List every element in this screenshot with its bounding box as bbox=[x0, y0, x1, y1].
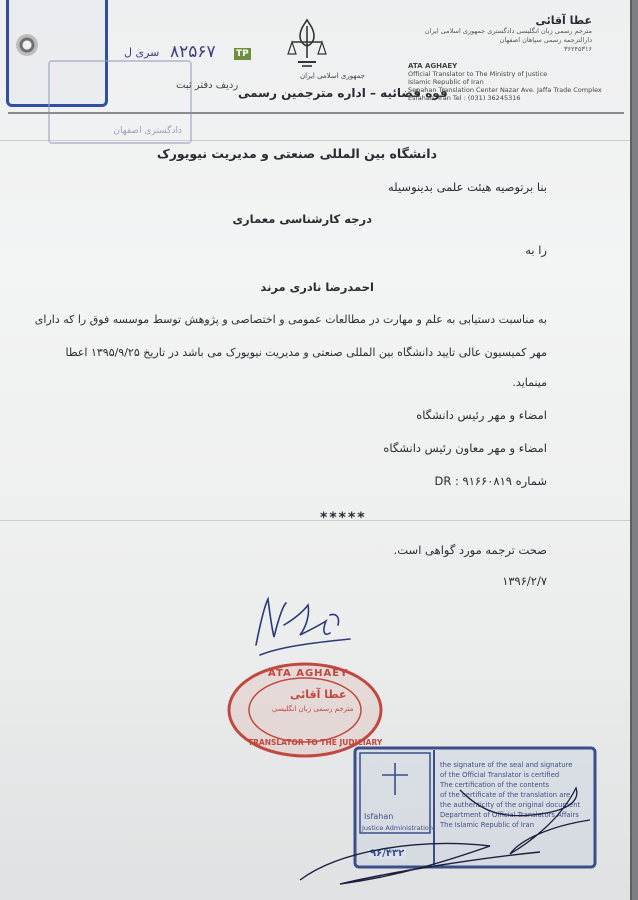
translator-line: Sepahan Translation Center Nazar Ave. Jaffa Trade Complex bbox=[408, 86, 602, 94]
department-title: قوه قضائیه – اداره مترجمین رسمی bbox=[238, 86, 448, 100]
government-caption: جمهوری اسلامی ایران bbox=[300, 72, 365, 80]
fold-line bbox=[0, 520, 632, 521]
to-line: را به bbox=[525, 243, 547, 257]
seal-text-line: the authenticity of the original document bbox=[440, 801, 581, 809]
signature-line-president: امضاء و مهر رئیس دانشگاه bbox=[416, 408, 547, 422]
translator-signature bbox=[250, 585, 360, 665]
stars-separator: ***** bbox=[320, 510, 367, 526]
translator-info-en bbox=[408, 62, 602, 102]
translator-line: ۳۶۲۴۵۳۱۶ bbox=[564, 45, 592, 53]
serial-number: ۸۲۵۶۷ bbox=[170, 42, 216, 62]
seal-text-line: The Islamic Republic of Iran bbox=[440, 821, 535, 829]
stamp-bottom-text: TRANSLATOR TO THE JUDICIARY bbox=[248, 738, 383, 747]
official-signature bbox=[280, 780, 600, 890]
seal-city: Isfahan bbox=[364, 812, 394, 821]
seal-org: Justice Administration bbox=[362, 824, 433, 832]
translator-line: Esfahan, Iran Tel : (031) 36245316 bbox=[408, 94, 521, 102]
faint-court-stamp bbox=[48, 60, 192, 144]
translator-line: Islamic Republic of Iran bbox=[408, 78, 484, 86]
university-title: دانشگاه بین المللی صنعتی و مدیریت نیویورک bbox=[156, 146, 437, 161]
paragraph-line: مهر کمیسیون عالی تایید دانشگاه بین المللی صنعتی و مدیریت نیویورک می باشد در تاریخ ۱۳۹۵/۹/۲۵ اعطا bbox=[65, 346, 547, 359]
seal-text-line: the signature of the seal and signature bbox=[440, 761, 573, 769]
stamp-top-text: ATA AGHAEY bbox=[268, 668, 349, 679]
translator-name-en: ATA AGHAEY bbox=[408, 62, 458, 70]
seal-text-line: of the certificate of the translation are bbox=[440, 791, 571, 799]
iran-emblem-icon bbox=[284, 18, 330, 74]
certification-date: ۱۳۹۶/۲/۷ bbox=[502, 574, 547, 588]
degree-line: درجه کارشناسی معماری bbox=[232, 212, 372, 226]
translator-line: مترجم رسمی زبان انگلیسی دادگستری جمهوری اسلامی ایران bbox=[424, 27, 592, 35]
row-label: ردیف دفتر ثبت bbox=[176, 80, 239, 91]
paragraph-line: مینماید. bbox=[512, 376, 547, 389]
recommendation-line: بنا برتوصیه هیئت علمی بدینوسیله bbox=[387, 180, 547, 194]
certification-line: صحت ترجمه مورد گواهی است. bbox=[393, 543, 547, 557]
document-number: شماره ۹۱۶۶۰۸۱۹ : DR bbox=[434, 474, 547, 488]
seal-text-line: Department of Official Translators Affairs bbox=[440, 811, 579, 819]
grommet-icon bbox=[16, 34, 38, 56]
series-label: سری ل bbox=[124, 46, 160, 59]
paragraph-line: به مناسبت دستیابی به علم و مهارت در مطالعات عمومی و اختصاصی و پژوهش توسط موسسه فوق را که دارای bbox=[34, 313, 547, 326]
signature-line-vice: امضاء و مهر معاون رئیس دانشگاه bbox=[383, 441, 547, 455]
translator-info-fa bbox=[425, 14, 592, 54]
page-edge-shadow bbox=[630, 0, 632, 900]
header-divider bbox=[8, 112, 624, 114]
seal-text-line: The certification of the contents bbox=[440, 781, 550, 789]
translator-name-fa: عطا آقائی bbox=[535, 14, 592, 27]
translator-line: Official Translator to The Ministry of Justice bbox=[408, 70, 548, 78]
stamp-name: عطا آقائی bbox=[290, 688, 347, 701]
recipient-name: احمدرضا نادری مرند bbox=[260, 280, 374, 294]
faint-stamp-text: دادگستری اصفهان bbox=[113, 126, 182, 136]
seal-number: ۹۶/۴۳۲ bbox=[370, 848, 405, 859]
stamp-sub: مترجم رسمی زبان انگلیسی bbox=[272, 705, 354, 713]
seal-text-line: of the Official Translator is certified bbox=[440, 771, 560, 779]
translator-line: دارالترجمه رسمی سپاهان اصفهان bbox=[499, 36, 592, 44]
tp-badge: TP bbox=[236, 49, 249, 59]
